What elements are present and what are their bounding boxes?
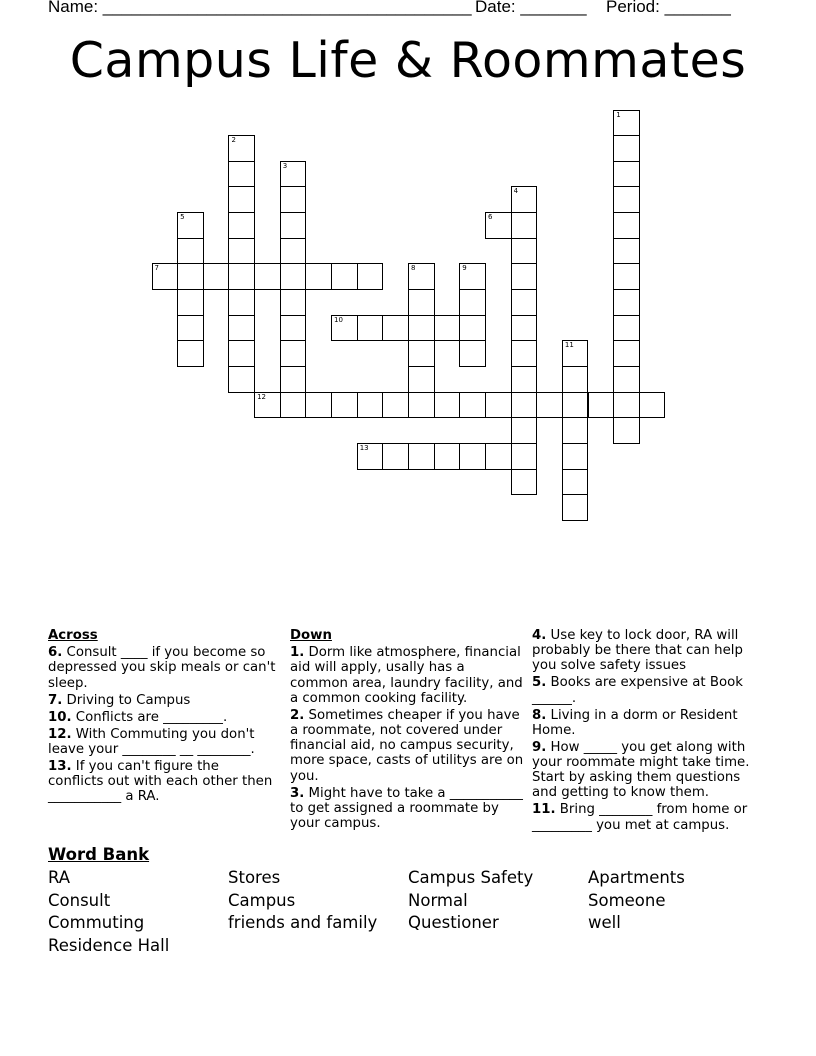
cell-number: 4 xyxy=(513,187,519,196)
crossword-cell[interactable] xyxy=(459,392,486,419)
down-heading: Down xyxy=(290,628,332,643)
crossword-cell[interactable] xyxy=(331,392,358,419)
crossword-cell[interactable] xyxy=(511,443,538,470)
crossword-cell[interactable] xyxy=(613,392,640,419)
crossword-cell[interactable] xyxy=(485,212,512,239)
crossword-cell[interactable] xyxy=(562,443,589,470)
page-title: Campus Life & Roommates xyxy=(69,32,747,89)
crossword-cell[interactable] xyxy=(228,135,255,162)
crossword-cell[interactable] xyxy=(152,263,179,290)
clue-number: 13. xyxy=(48,758,72,774)
crossword-cell[interactable] xyxy=(408,289,435,316)
clue-text: Bring ________ from home or _________ you met at campus. xyxy=(532,802,748,833)
crossword-cell[interactable] xyxy=(408,443,435,470)
crossword-cell[interactable] xyxy=(177,340,204,367)
crossword-cell[interactable] xyxy=(511,186,538,213)
crossword-cell[interactable] xyxy=(459,263,486,290)
clue-text: Dorm like atmosphere, financial aid will apply, usally has a common area, laundry facility, and a common cooking facility. xyxy=(290,645,523,706)
crossword-cell[interactable] xyxy=(511,340,538,367)
crossword-cell[interactable] xyxy=(408,340,435,367)
clue-number: 3. xyxy=(290,785,305,801)
clue-number: 9. xyxy=(532,739,547,755)
clue-number: 11. xyxy=(532,802,556,818)
clue-number: 6. xyxy=(48,645,63,661)
word-bank-item: Someone xyxy=(588,891,666,910)
crossword-cell[interactable] xyxy=(459,289,486,316)
clue-across-6 xyxy=(48,645,276,691)
crossword-cell[interactable] xyxy=(382,392,409,419)
crossword-cell[interactable] xyxy=(280,289,307,316)
cell-number: 1 xyxy=(616,110,621,119)
crossword-cell[interactable] xyxy=(228,315,255,342)
crossword-cell[interactable] xyxy=(408,366,435,393)
clue-down-5 xyxy=(532,675,768,705)
crossword-cell[interactable] xyxy=(511,212,538,239)
crossword-cell[interactable] xyxy=(613,212,640,239)
clue-down-2 xyxy=(290,708,526,784)
crossword-cell[interactable] xyxy=(434,443,461,470)
crossword-cell[interactable] xyxy=(305,263,332,290)
crossword-cell[interactable] xyxy=(228,212,255,239)
crossword-cell[interactable] xyxy=(408,392,435,419)
clue-down-11 xyxy=(532,802,768,832)
crossword-cell[interactable] xyxy=(485,392,512,419)
crossword-cell[interactable] xyxy=(459,443,486,470)
word-bank-item: Stores xyxy=(228,868,281,887)
across-clues xyxy=(48,628,276,806)
crossword-cell[interactable] xyxy=(511,315,538,342)
crossword-cell[interactable] xyxy=(331,263,358,290)
period-field[interactable]: Period: _______ xyxy=(606,0,731,16)
crossword-cell[interactable] xyxy=(613,366,640,393)
crossword-cell[interactable] xyxy=(408,315,435,342)
crossword-cell[interactable] xyxy=(613,186,640,213)
crossword-cell[interactable] xyxy=(228,366,255,393)
crossword-cell[interactable] xyxy=(177,315,204,342)
clue-text: With Commuting you don't leave your ________ __ ________. xyxy=(48,726,255,757)
cell-number: 9 xyxy=(462,264,467,273)
crossword-cell[interactable] xyxy=(485,443,512,470)
clue-number: 5. xyxy=(532,675,547,691)
across-heading: Across xyxy=(48,628,98,643)
crossword-cell[interactable] xyxy=(177,238,204,265)
word-bank-item: Normal xyxy=(408,891,468,910)
clue-text: If you can't figure the conflicts out with each other then ___________ a RA. xyxy=(48,758,273,805)
crossword-cell[interactable] xyxy=(228,186,255,213)
crossword-cell[interactable] xyxy=(511,366,538,393)
clue-down-9 xyxy=(532,740,768,801)
clue-text: How _____ you get along with your roommate might take time. Start by asking them questions and getting to know them. xyxy=(532,739,750,801)
clue-text: Books are expensive at Book ______. xyxy=(532,675,743,706)
crossword-cell[interactable] xyxy=(280,315,307,342)
crossword-cell[interactable] xyxy=(382,443,409,470)
crossword-cell[interactable] xyxy=(613,289,640,316)
word-bank-item: Residence Hall xyxy=(48,936,170,955)
word-bank-item: Questioner xyxy=(408,913,499,932)
cell-number: 12 xyxy=(257,392,267,401)
cell-number: 7 xyxy=(154,264,159,273)
crossword-cell[interactable] xyxy=(305,392,332,419)
word-bank-item: Commuting xyxy=(48,913,145,932)
crossword-cell[interactable] xyxy=(408,263,435,290)
crossword-cell[interactable] xyxy=(203,263,230,290)
word-bank-item: Campus xyxy=(228,891,296,910)
clue-number: 7. xyxy=(48,692,63,708)
clue-across-10 xyxy=(48,710,276,725)
crossword-cell[interactable] xyxy=(254,392,281,419)
crossword-cell[interactable] xyxy=(613,340,640,367)
crossword-cell[interactable] xyxy=(357,392,384,419)
crossword-cell[interactable] xyxy=(613,263,640,290)
clue-text: Consult ____ if you become so depressed you skip meals or can't sleep. xyxy=(48,645,276,691)
crossword-cell[interactable] xyxy=(177,212,204,239)
clue-down-1 xyxy=(290,645,526,706)
word-bank-title: Word Bank xyxy=(48,845,150,864)
crossword-cell[interactable] xyxy=(331,315,358,342)
crossword-cell[interactable] xyxy=(280,263,307,290)
cell-number: 2 xyxy=(231,136,236,145)
crossword-cell[interactable] xyxy=(434,392,461,419)
crossword-cell[interactable] xyxy=(228,238,255,265)
crossword-cell[interactable] xyxy=(177,263,204,290)
cell-number: 5 xyxy=(180,213,185,222)
crossword-cell[interactable] xyxy=(511,289,538,316)
word-bank-item: RA xyxy=(48,868,71,887)
crossword-cell[interactable] xyxy=(280,161,307,188)
cell-number: 10 xyxy=(334,315,343,324)
crossword-cell[interactable] xyxy=(459,315,486,342)
crossword-cell[interactable] xyxy=(459,340,486,367)
crossword-cell[interactable] xyxy=(613,135,640,162)
clue-text: Conflicts are _________. xyxy=(71,709,228,725)
crossword-cell[interactable] xyxy=(562,340,589,367)
crossword-cell[interactable] xyxy=(280,238,307,265)
crossword-cell[interactable] xyxy=(511,392,538,419)
crossword-cell[interactable] xyxy=(562,417,589,444)
crossword-cell[interactable] xyxy=(562,469,589,496)
crossword-cell[interactable] xyxy=(562,392,589,419)
crossword-cell[interactable] xyxy=(228,263,255,290)
crossword-cell[interactable] xyxy=(280,392,307,419)
name-field[interactable]: Name: _______________________________________ xyxy=(48,0,472,16)
down-clues xyxy=(290,628,526,833)
crossword-cell[interactable] xyxy=(613,315,640,342)
cell-number: 11 xyxy=(564,341,574,350)
crossword-cell[interactable] xyxy=(536,392,563,419)
crossword-cell[interactable] xyxy=(228,289,255,316)
crossword-cell[interactable] xyxy=(511,469,538,496)
crossword-cell[interactable] xyxy=(280,366,307,393)
clue-across-13 xyxy=(48,759,276,805)
crossword-cell[interactable] xyxy=(562,494,589,521)
clue-number: 12. xyxy=(48,726,72,742)
crossword-cell[interactable] xyxy=(228,161,255,188)
clue-across-7 xyxy=(48,693,276,708)
crossword-cell[interactable] xyxy=(511,238,538,265)
clue-text: Sometimes cheaper if you have a roommate, not covered under financial aid, no campus security, more space, casts of utilitys are on you. xyxy=(290,707,524,784)
clue-text: Might have to take a ___________ to get assigned a roommate by your campus. xyxy=(290,785,523,832)
crossword-cell[interactable] xyxy=(228,340,255,367)
crossword-cell[interactable] xyxy=(511,417,538,444)
cell-number: 3 xyxy=(282,161,288,170)
clue-number: 4. xyxy=(532,628,547,643)
clue-number: 10. xyxy=(48,709,72,725)
crossword-cell[interactable] xyxy=(613,417,640,444)
word-bank-item: Campus Safety xyxy=(408,868,534,887)
crossword-cell[interactable] xyxy=(382,315,409,342)
clue-down-4 xyxy=(532,628,768,674)
clue-text: Use key to lock door, RA will probably be there that can help you solve safety issues xyxy=(532,628,743,674)
clue-number: 1. xyxy=(290,645,305,661)
clue-text: Driving to Campus xyxy=(62,692,191,708)
clue-down-8 xyxy=(532,708,768,738)
crossword-cell[interactable] xyxy=(562,366,589,393)
crossword-cell[interactable] xyxy=(357,263,384,290)
word-bank-item: Consult xyxy=(48,891,111,910)
date-field[interactable]: Date: _______ xyxy=(475,0,587,16)
clue-number: 8. xyxy=(532,707,547,723)
clue-down-3 xyxy=(290,786,526,832)
crossword-cell[interactable] xyxy=(280,340,307,367)
crossword-cell[interactable] xyxy=(613,161,640,188)
crossword-cell[interactable] xyxy=(613,238,640,265)
word-bank-item: well xyxy=(588,913,621,932)
crossword-cell[interactable] xyxy=(588,392,615,419)
cell-number: 8 xyxy=(411,264,416,273)
word-bank-item: Apartments xyxy=(588,868,685,887)
down-clues-continued xyxy=(532,628,768,835)
cell-number: 13 xyxy=(359,443,369,452)
crossword-cell[interactable] xyxy=(613,110,640,137)
cell-number: 6 xyxy=(487,213,493,222)
crossword-cell[interactable] xyxy=(511,263,538,290)
clue-text: Living in a dorm or Resident Home. xyxy=(532,707,738,738)
crossword-cell[interactable] xyxy=(280,212,307,239)
crossword-cell[interactable] xyxy=(357,443,384,470)
word-bank-item: friends and family xyxy=(228,913,378,932)
crossword-cell[interactable] xyxy=(280,186,307,213)
crossword-cell[interactable] xyxy=(254,263,281,290)
crossword-cell[interactable] xyxy=(434,315,461,342)
clue-across-12 xyxy=(48,727,276,757)
crossword-cell[interactable] xyxy=(639,392,666,419)
clue-number: 2. xyxy=(290,707,305,723)
crossword-cell[interactable] xyxy=(177,289,204,316)
crossword-cell[interactable] xyxy=(357,315,384,342)
